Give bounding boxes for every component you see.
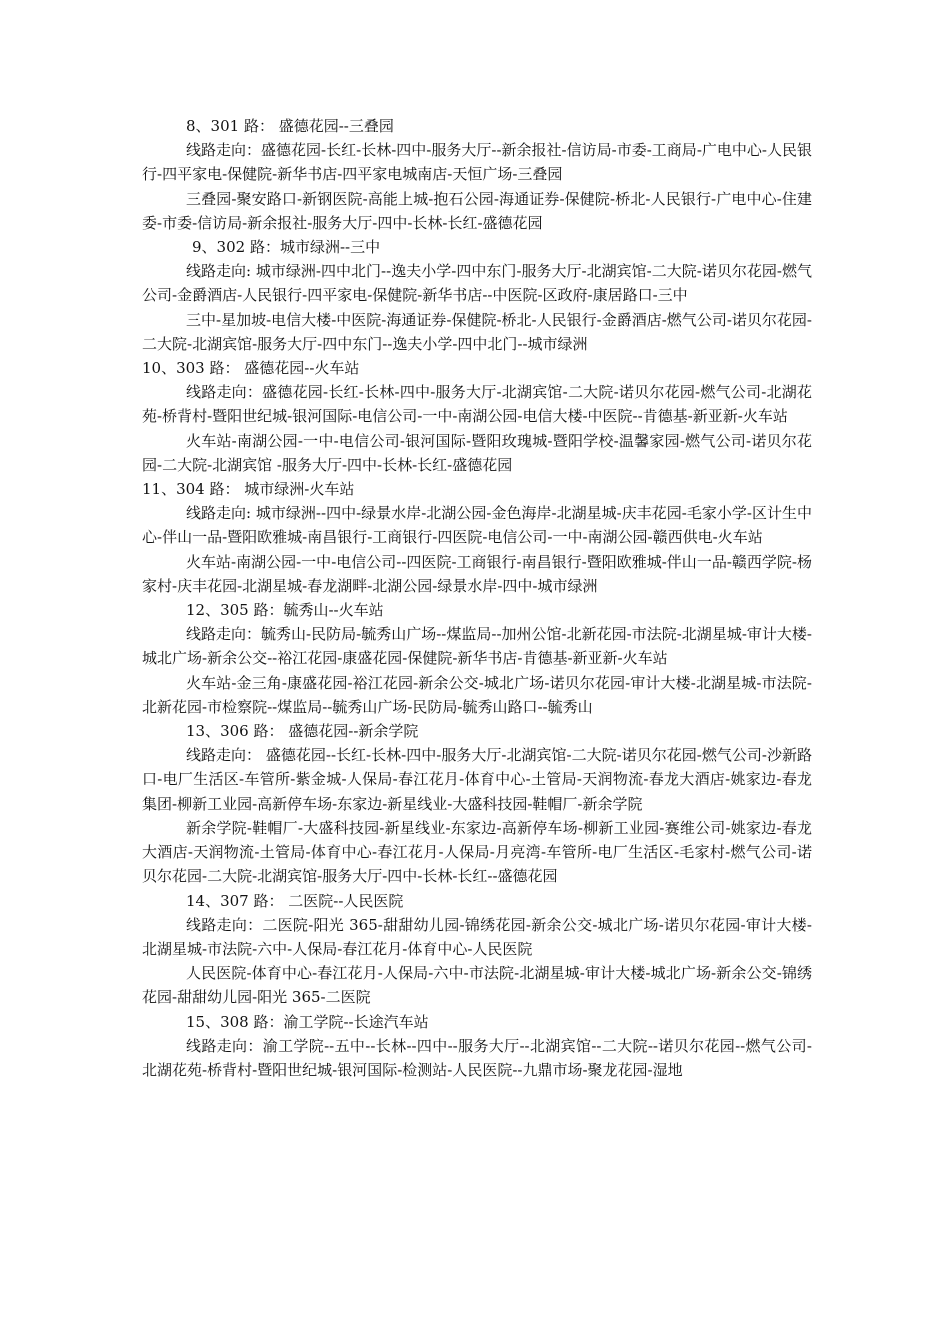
route-forward: 线路走向： 盛德花园--长红-长林-四中-服务大厅-北湖宾馆-二大院-诺贝尔花园-燃气公司-沙新路口-电厂生活区-车管所-紫金城-人保局-春江花月-体育中心-土管局-天润物流-春龙大酒店-姚家边-春龙集团-柳新工业园-高新停车场-东家边-新星线业-大盛科技园-鞋帽厂-新余学院 (142, 746, 812, 813)
route-forward: 线路走向：盛德花园-长红-长林-四中-服务大厅--新余报社-信访局-市委-工商局-广电中心-人民银行-四平家电-保健院-新华书店-四平家电城南店-天恒广场-三叠园 (142, 141, 812, 184)
route-title: 13、306 路： 盛德花园--新余学院 (186, 722, 419, 741)
route-backward: 人民医院-体育中心-春江花月-人保局-六中-市法院-北湖星城-审计大楼-城北广场-新余公交-锦绣花园-甜甜幼儿园-阳光 365-二医院 (142, 964, 812, 1007)
route-backward: 火车站-南湖公园-一中-电信公司--四医院-工商银行-南昌银行-暨阳欧雅城-伴山一品-赣西学院-杨家村-庆丰花园-北湖星城-春龙湖畔-北湖公园-绿景水岸-四中-城市绿洲 (142, 552, 812, 595)
route-title: 15、308 路：渝工学院--长途汽车站 (186, 1012, 429, 1031)
route-backward: 三叠园-聚安路口-新钢医院-高能上城-抱石公园-海通证券-保健院-桥北-人民银行-广电中心-住建委-市委-信访局-新余报社-服务大厅-四中-长林-长红-盛德花园 (142, 189, 812, 232)
route-title: 14、307 路： 二医院--人民医院 (186, 891, 404, 910)
route-title: 12、305 路：毓秀山--火车站 (186, 601, 384, 620)
route-forward: 线路走向: 城市绿洲--四中-绿景水岸-北湖公园-金色海岸-北湖星城-庆丰花园-毛家小学-区计生中心-伴山一品-暨阳欧雅城-南昌银行-工商银行-四医院-电信公司-一中-南湖公园-赣西供电-火车站 (142, 504, 812, 547)
route-forward: 线路走向：盛德花园-长红-长林-四中-服务大厅-北湖宾馆-二大院-诺贝尔花园-燃气公司-北湖花苑-桥背村-暨阳世纪城-银河国际-电信公司-一中-南湖公园-电信大楼-中医院--肯德基-新亚新-火车站 (142, 383, 812, 426)
route-backward: 火车站-南湖公园-一中-电信公司-银河国际-暨阳玫瑰城-暨阳学校-温馨家园-燃气公司-诺贝尔花园-二大院-北湖宾馆 -服务大厅-四中-长林-长红-盛德花园 (142, 431, 812, 474)
route-forward: 线路走向：渝工学院--五中--长林--四中--服务大厅--北湖宾馆--二大院--诺贝尔花园--燃气公司-北湖花苑-桥背村-暨阳世纪城-银河国际-检测站-人民医院--九鼎市场-聚龙花园-湿地 (142, 1036, 812, 1079)
route-title: 11、304 路： 城市绿洲-火车站 (142, 480, 355, 499)
route-backward: 火车站-金三角-康盛花园-裕江花园-新余公交-城北广场-诺贝尔花园-审计大楼-北湖星城-市法院-北新花园-市检察院--煤监局--毓秀山广场-民防局-毓秀山路口--毓秀山 (142, 673, 812, 716)
route-backward: 新余学院-鞋帽厂-大盛科技园-新星线业-东家边-高新停车场-柳新工业园-赛维公司-姚家边-春龙大酒店-天润物流-土管局-体育中心-春江花月-人保局-月亮湾-车管所-电厂生活区-毛家村-燃气公司-诺贝尔花园-二大院-北湖宾馆-服务大厅-四中-长林-长红--盛德花园 (142, 818, 812, 886)
route-forward: 线路走向：二医院-阳光 365-甜甜幼儿园-锦绣花园-新余公交-城北广场-诺贝尔花园-审计大楼-北湖星城-市法院-六中-人保局-春江花月-体育中心-人民医院 (142, 915, 812, 958)
route-title: 8、301 路： 盛德花园--三叠园 (186, 117, 394, 135)
route-forward: 线路走向：毓秀山-民防局-毓秀山广场--煤监局--加州公馆-北新花园-市法院-北湖星城-审计大楼-城北广场-新余公交--裕江花园-康盛花园-保健院-新华书店-肯德基-新亚新-火车站 (142, 625, 812, 668)
route-backward: 三中-星加坡-电信大楼-中医院-海通证券-保健院-桥北-人民银行-金爵酒店-燃气公司-诺贝尔花园-二大院-北湖宾馆-服务大厅-四中东门--逸夫小学-四中北门--城市绿洲 (142, 310, 812, 353)
route-title: 9、302 路：城市绿洲--三中 (192, 238, 381, 257)
route-forward: 线路走向: 城市绿洲-四中北门--逸夫小学-四中东门-服务大厅-北湖宾馆-二大院-诺贝尔花园-燃气公司-金爵酒店-人民银行-四平家电-保健院-新华书店--中医院-区政府-康居路口-三中 (142, 262, 812, 305)
route-title: 10、303 路： 盛德花园--火车站 (142, 359, 360, 378)
